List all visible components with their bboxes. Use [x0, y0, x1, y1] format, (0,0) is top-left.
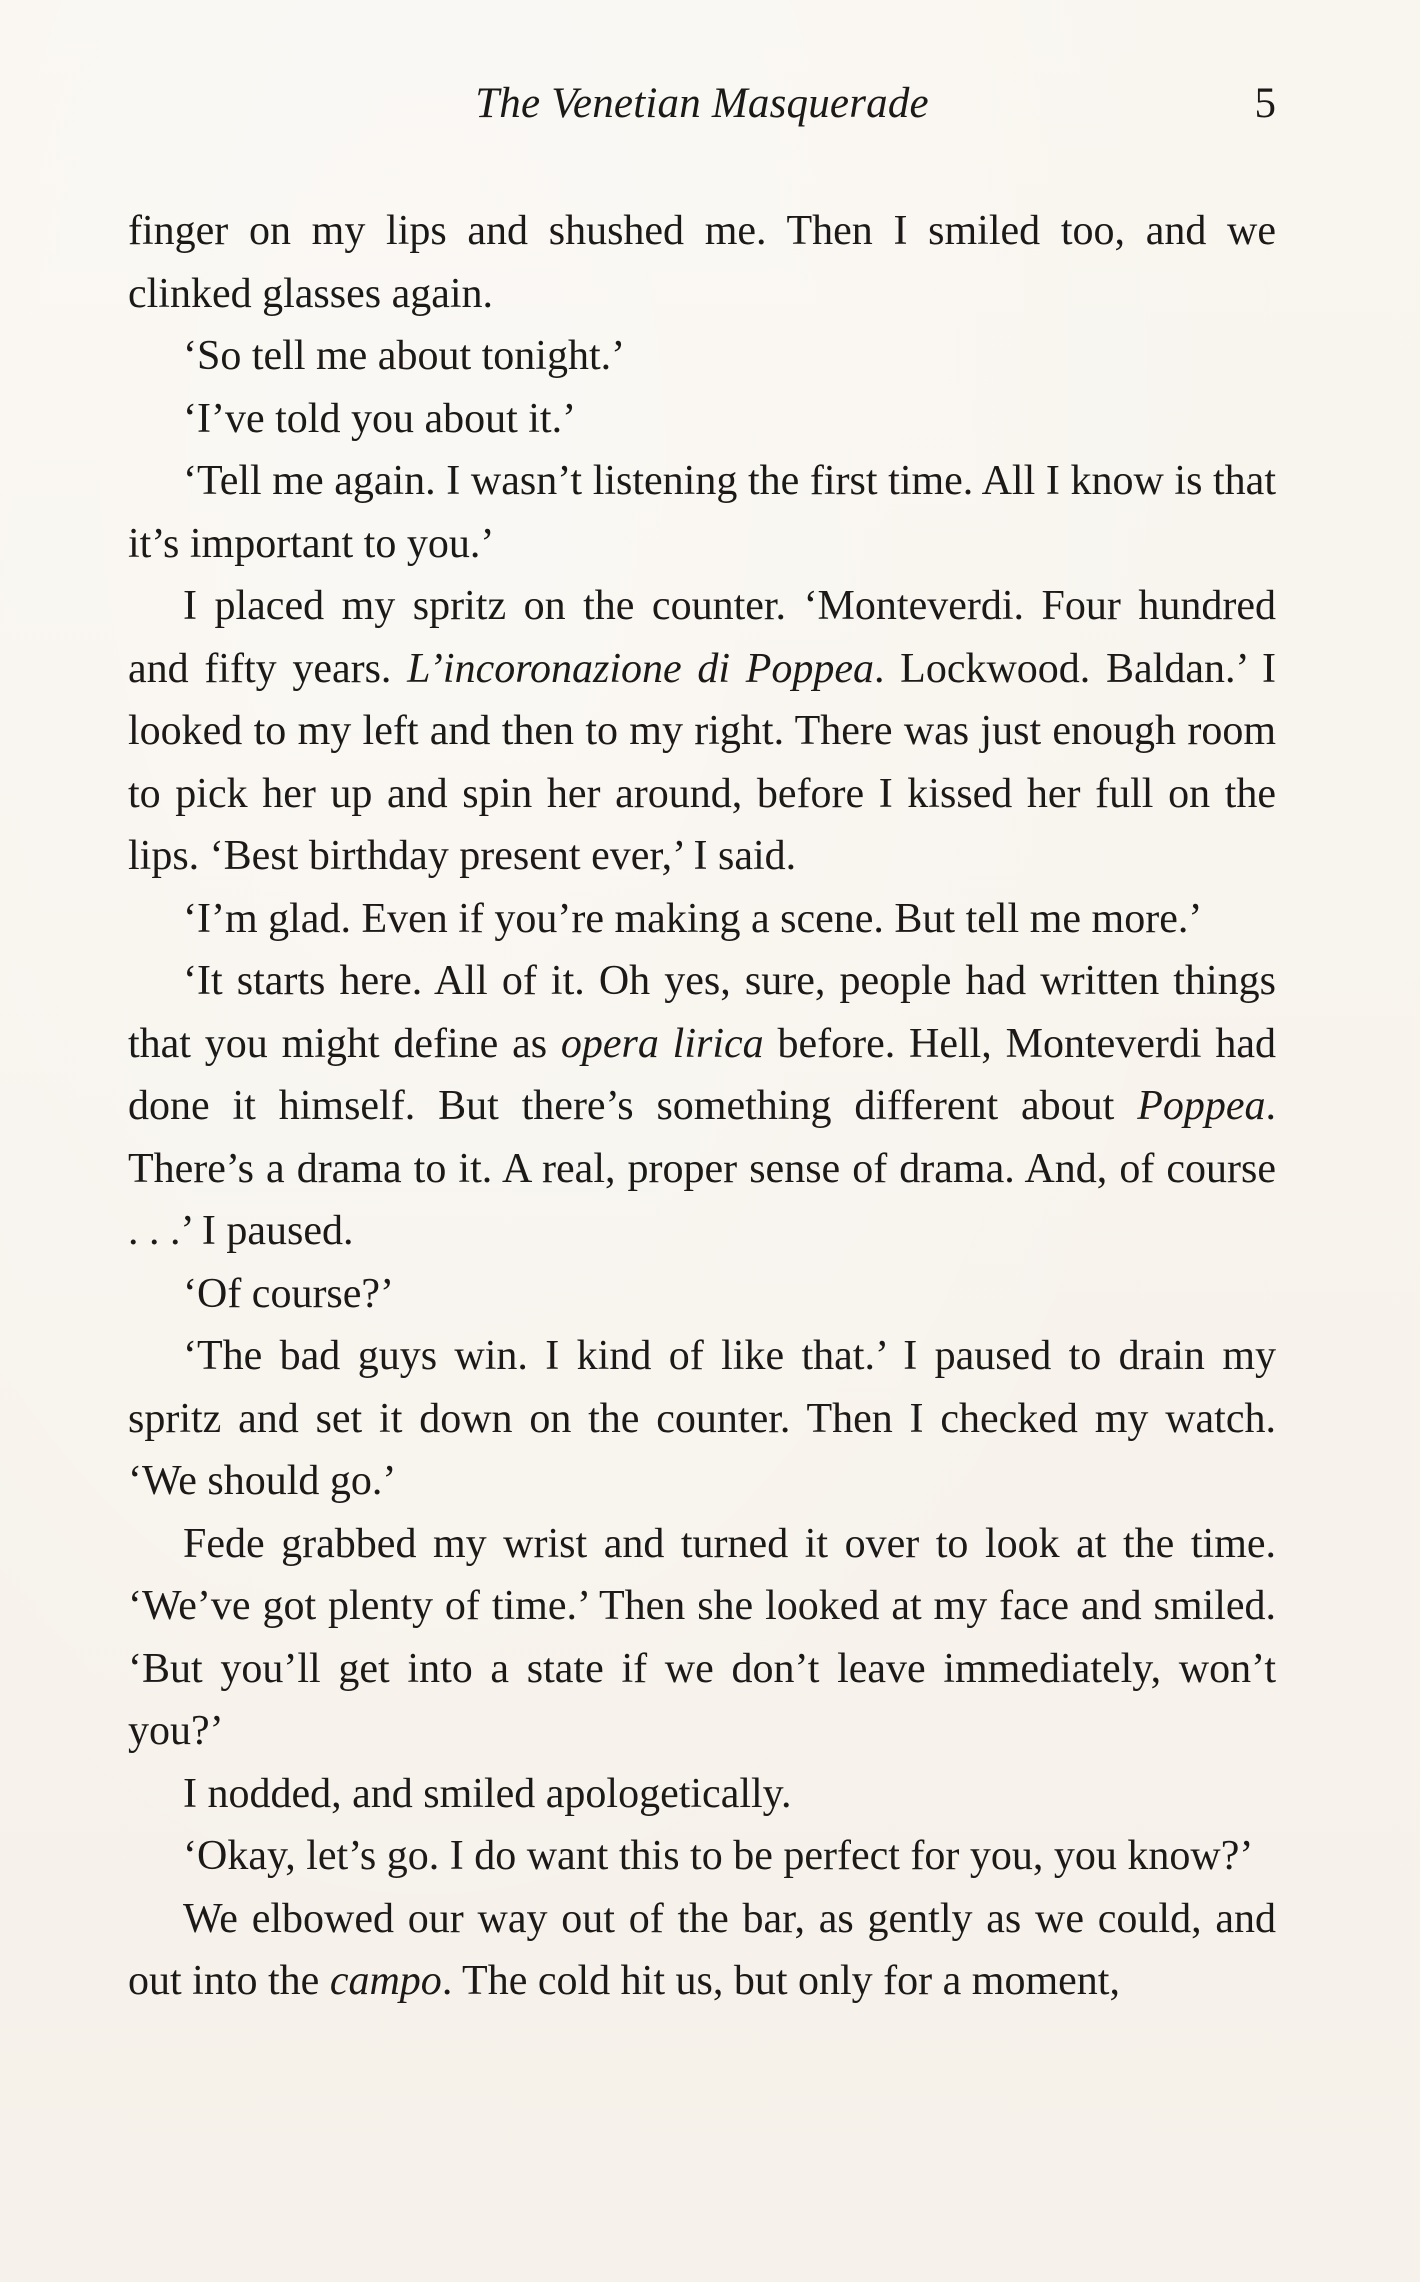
running-title: The Venetian Masquerade — [475, 80, 929, 127]
paragraph — [128, 1263, 1276, 1326]
text-run: before. Hell, Monteverdi had done it himself. But there’s something different about — [128, 1020, 1276, 1129]
paragraph — [128, 888, 1276, 951]
text-run: ‘The bad guys win. I kind of like that.’ I paused to drain my spritz and set it down on the counter. Then I checked my watch. ‘We should go.’ — [128, 1333, 1276, 1504]
italic-text: campo — [329, 1958, 442, 2004]
paragraph — [128, 1513, 1276, 1763]
text-run: ‘Tell me again. I wasn’t listening the first time. All I know is that it’s important to you.’ — [128, 458, 1276, 567]
paragraph — [128, 575, 1276, 888]
paragraph — [128, 325, 1276, 388]
text-run: I placed my spritz on the counter. ‘Monteverdi. Four hundred and fifty years. — [128, 583, 1276, 692]
body-text — [128, 200, 1276, 2013]
text-run: . The cold hit us, but only for a moment, — [441, 1958, 1120, 2004]
paragraph — [128, 950, 1276, 1263]
text-run: ‘So tell me about tonight.’ — [183, 333, 626, 379]
paragraph — [128, 388, 1276, 451]
text-run: ‘Okay, let’s go. I do want this to be perfect for you, you know?’ — [183, 1833, 1254, 1879]
text-run: . There’s a drama to it. A real, proper sense of drama. And, of course . . .’ I paused. — [128, 1083, 1276, 1254]
paragraph — [128, 450, 1276, 575]
text-run: ‘I’ve told you about it.’ — [183, 395, 577, 442]
text-run: . Lockwood. Baldan.’ I looked to my left and then to my right. There was just enough room to pick her up and spin her around, before I kissed her full on the lips. ‘Best birthday present ever,’ I said. — [128, 645, 1276, 879]
text-run: Fede grabbed my wrist and turned it over to look at the time. ‘We’ve got plenty of time.’ Then she looked at my face and smiled. ‘But you’ll get into a state if we don’t leave immediately, won’t you?’ — [128, 1520, 1276, 1754]
paragraph — [128, 1825, 1276, 1888]
italic-text: Poppea — [1137, 1083, 1266, 1129]
italic-text: opera lirica — [560, 1020, 764, 1067]
text-run: I nodded, and smiled apologetically. — [183, 1770, 792, 1817]
italic-text: L’incoronazione di Poppea — [407, 645, 874, 692]
paragraph — [128, 200, 1276, 325]
text-run: We elbowed our way out of the bar, as gently as we could, and out into the — [128, 1895, 1276, 2004]
text-run: ‘Of course?’ — [183, 1270, 395, 1317]
text-run: finger on my lips and shushed me. Then I smiled too, and we clinked glasses again. — [128, 208, 1276, 317]
page-number: 5 — [1254, 80, 1276, 127]
text-run: ‘It starts here. All of it. Oh yes, sure, people had written things that you might define as — [128, 958, 1276, 1067]
paragraph — [128, 1325, 1276, 1513]
running-header — [128, 74, 1276, 134]
paragraph — [128, 1888, 1276, 2013]
paragraph — [128, 1763, 1276, 1826]
text-run: ‘I’m glad. Even if you’re making a scene. But tell me more.’ — [183, 895, 1203, 942]
